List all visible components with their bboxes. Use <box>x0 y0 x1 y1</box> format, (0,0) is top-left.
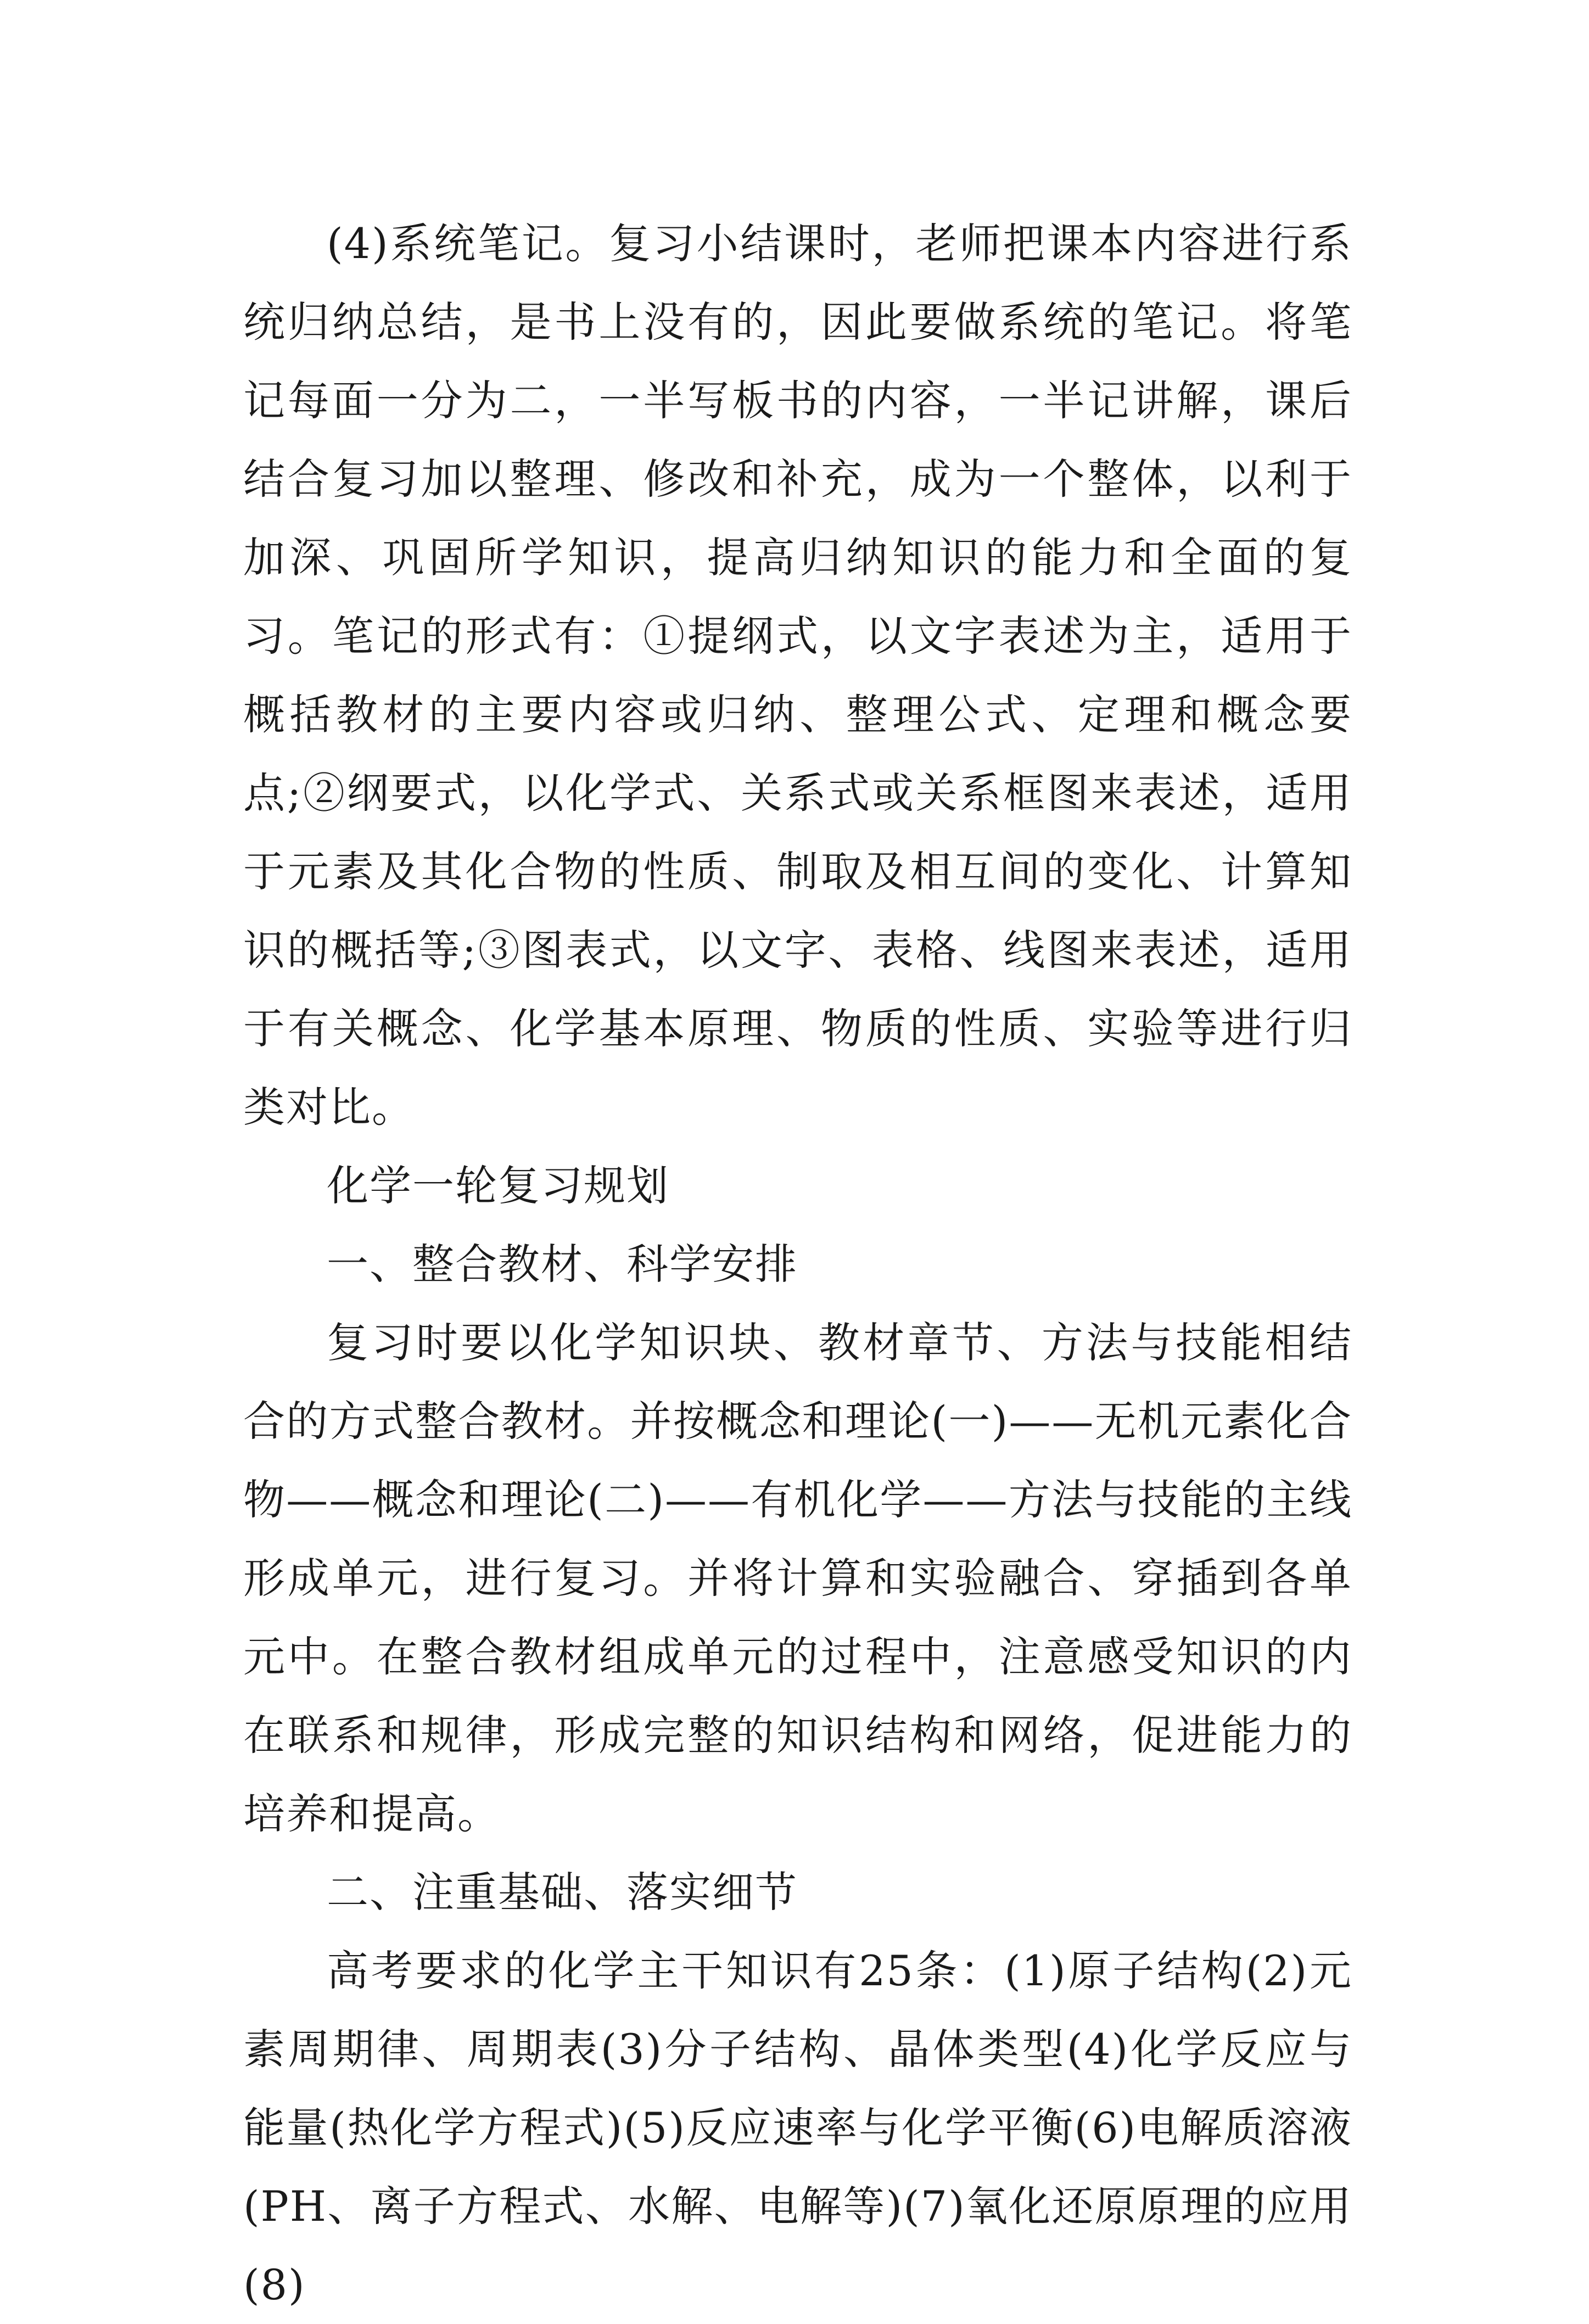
section-heading-integrate-materials: 一、整合教材、科学安排 <box>327 1240 798 1289</box>
paragraph-core-knowledge: 高考要求的化学主干知识有25条：(1)原子结构(2)元素周期律、周期表(3)分子结构、晶体类型(4)化学反应与能量(热化学方程式)(5)反应速率与化学平衡(6)电解质溶液(PH、离子方程式、水解、电解等)(7)氧化还原原理的应用(8) <box>243 1946 1352 2309</box>
paragraph-integrate-materials: 复习时要以化学知识块、教材章节、方法与技能相结合的方式整合教材。并按概念和理论(一)——无机元素化合物——概念和理论(二)——有机化学——方法与技能的主线形成单元，进行复习。并将计算和实验融合、穿插到各单元中。在整合教材组成单元的过程中，注意感受知识的内在联系和规律，形成完整的知识结构和网络，促进能力的培养和提高。 <box>243 1318 1352 1838</box>
document-body <box>243 204 1352 2324</box>
section-heading-review-plan: 化学一轮复习规划 <box>327 1161 669 1210</box>
paragraph-system-notes: (4)系统笔记。复习小结课时，老师把课本内容进行系统归纳总结，是书上没有的，因此要做系统的笔记。将笔记每面一分为二，一半写板书的内容，一半记讲解，课后结合复习加以整理、修改和补充，成为一个整体，以利于加深、巩固所学知识，提高归纳知识的能力和全面的复习。笔记的形式有：①提纲式，以文字表述为主，适用于概括教材的主要内容或归纳、整理公式、定理和概念要点;②纲要式，以化学式、关系式或关系框图来表述，适用于元素及其化合物的性质、制取及相互间的变化、计算知识的概括等;③图表式，以文字、表格、线图来表述，适用于有关概念、化学基本原理、物质的性质、实验等进行归类对比。 <box>243 219 1352 1132</box>
section-heading-focus-basics: 二、注重基础、落实细节 <box>327 1868 798 1917</box>
